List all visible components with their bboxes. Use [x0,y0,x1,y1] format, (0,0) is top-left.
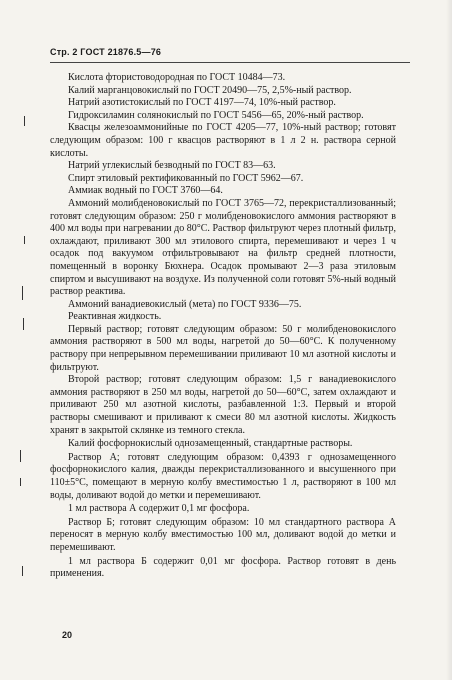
paragraph: Раствор А; готовят следующим образом: 0,4393 г однозамещенного фосфорнокислого калия, дважды перекристаллизованного и высушенного при 110±5°С, помещают в мерную колбу вместимостью 1 л, растворяют в 100 мл воды, доливают водой до метки и перемешивают. [50,451,396,501]
paragraph: Натрий углекислый безводный по ГОСТ 83—63. [68,160,276,172]
paragraph: Калий марганцовокислый по ГОСТ 20490—75, 2,5%-ный раствор. [68,84,352,96]
paragraph: Спирт этиловый ректификованный по ГОСТ 5962—67. [68,172,304,184]
paragraph: Аммиак водный по ГОСТ 3760—64. [68,185,223,197]
page-edge-shadow [446,0,452,680]
page-number: 20 [62,630,73,640]
paragraph: Кислота фтористоводородная по ГОСТ 10484—73. [68,72,286,83]
paragraph: Квасцы железоаммонийные по ГОСТ 4205—77, 10%-ный раствор; готовят следующим образом: 100 г квасцов растворяют в 1 л 2 н. раствора серной кислоты. [50,122,396,159]
paragraph: Второй раствор; готовят следующим образом: 1,5 г ванадиевокислого аммония растворяют в 250 мл воды, нагретой до 50—60°С, затем охлаждают и приливают 250 мл азотной кислоты, разбавленной 1:3. Первый и второй растворы смешивают и приливают к смеси 80 мл азотной кислоты. Жидкость хранят в закрытой склянке из темного стекла. [50,374,396,436]
margin-mark [20,450,21,462]
margin-mark [22,286,23,300]
paragraph: Первый раствор; готовят следующим образом: 50 г молибденовокислого аммония растворяют в 500 мл воды, нагретой до 50—60°С. К полученному раствору при непрерывном перемешивании приливают 10 мл азотной кислоты и фильтруют. [50,323,396,373]
margin-mark [24,236,25,244]
paragraph: Натрий азотистокислый по ГОСТ 4197—74, 10%-ный раствор. [68,97,336,109]
header-rule [50,62,410,63]
margin-mark [23,318,24,330]
document-body [50,72,396,581]
paragraph: 1 мл раствора Б содержит 0,01 мг фосфора. Раствор готовят в день применения. [50,555,396,580]
paragraph: Гидроксиламин солянокислый по ГОСТ 5456—65, 20%-ный раствор. [68,109,364,121]
paragraph: 1 мл раствора А содержит 0,1 мг фосфора. [68,503,250,515]
margin-mark [24,116,25,126]
margin-mark [20,478,21,486]
paragraph: Аммоний молибденовокислый по ГОСТ 3765—72, перекристаллизованный; готовят следующим образом: 250 г молибденовокислого аммония растворяют в 400 мл воды при нагревании до 80°С. Раствор фильтруют через плотный фильтр, охлаждают, приливают 300 мл этилового спирта, перемешивают и через 1 ч осадок под вакуумом отфильтровывают на фильтр средней плотности, помещенный в воронку Бюхнера. Осадок промывают 2—3 раза этиловым спиртом и высушивают на воздухе. Из полученной соли готовят 5%-ный водный раствор реактива. [50,197,396,298]
paragraph: Калий фосфорнокислый однозамещенный, стандартные растворы. [68,438,353,450]
margin-mark [22,566,23,576]
paragraph: Реактивная жидкость. [68,311,162,323]
running-header: Стр. 2 ГОСТ 21876.5—76 [50,47,162,57]
paragraph: Аммоний ванадиевокислый (мета) по ГОСТ 9336—75. [68,298,302,310]
paragraph: Раствор Б; готовят следующим образом: 10 мл стандартного раствора А переносят в мерную колбу вместимостью 100 мл, доливают водой до метки и перемешивают. [50,516,396,553]
